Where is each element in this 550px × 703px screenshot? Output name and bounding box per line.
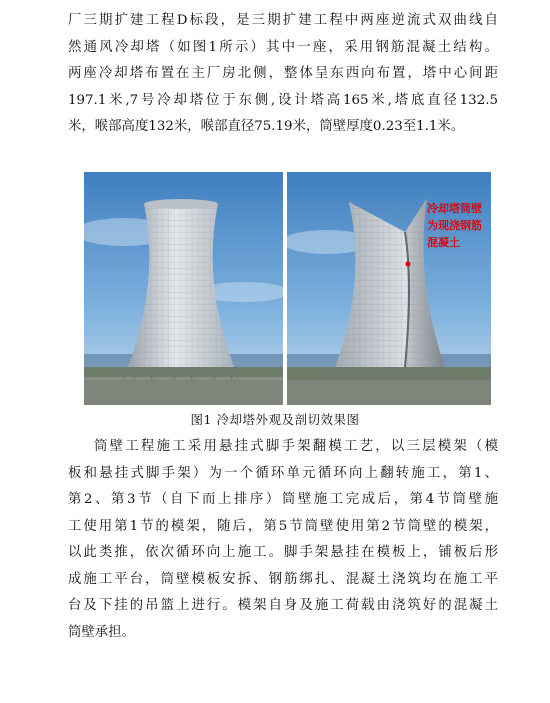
text-line: 两座冷却塔布置在主厂房北侧，整体呈东西向布置，塔中心间距 (68, 66, 498, 81)
text-line: 以此类推，依次循环向上施工。脚手架悬挂在模板上，铺板后形 (68, 545, 498, 560)
cutaway-annotation (427, 200, 489, 251)
text-line: 成施工平台，筒壁模板安拆、钢筋绑扎、混凝土浇筑均在施工平 (68, 571, 498, 587)
text-line: 板和悬挂式脚手架）为一个循环单元循环向上翻转施工，第1、 (68, 465, 498, 481)
text-line: 197.1米,7号冷却塔位于东侧,设计塔高165米,塔底直径132.5 (68, 92, 498, 108)
tower-exterior-image (84, 172, 283, 405)
text-line: 筒壁承担。 (68, 624, 135, 640)
text-line: 工使用第1节的模架，随后，第5节筒壁使用第2节筒壁的模架， (68, 518, 498, 534)
tower-cutaway-image (287, 172, 491, 405)
text-line: 厂三期扩建工程D标段，是三期扩建工程中两座逆流式双曲线自 (68, 13, 498, 28)
cooling-tower-figure (84, 172, 491, 405)
text-line: 台及下挂的吊篮上进行。模架自身及施工荷载由浇筑好的混凝土 (68, 598, 498, 613)
intro-paragraph (68, 8, 498, 141)
construction-paragraph (68, 434, 498, 646)
figure-caption: 图1 冷却塔外观及剖切效果图 (190, 412, 360, 427)
annotation-line: 混凝土 (427, 236, 460, 249)
text-line: 米，喉部高度132米，喉部直径75.19米，筒壁厚度0.23至1.1米。 (68, 119, 465, 134)
annotation-line: 为现浇钢筋 (427, 219, 482, 232)
annotation-line: 冷却塔筒壁 (427, 202, 482, 215)
text-line: 第2、第3节（自下而上排序）筒壁施工完成后，第4节筒壁施 (68, 492, 498, 507)
text-line: 然通风冷却塔（如图1所示）其中一座，采用钢筋混凝土结构。 (68, 39, 498, 55)
text-line: 筒壁工程施工采用悬挂式脚手架翻模工艺，以三层模架（模 (94, 439, 498, 454)
